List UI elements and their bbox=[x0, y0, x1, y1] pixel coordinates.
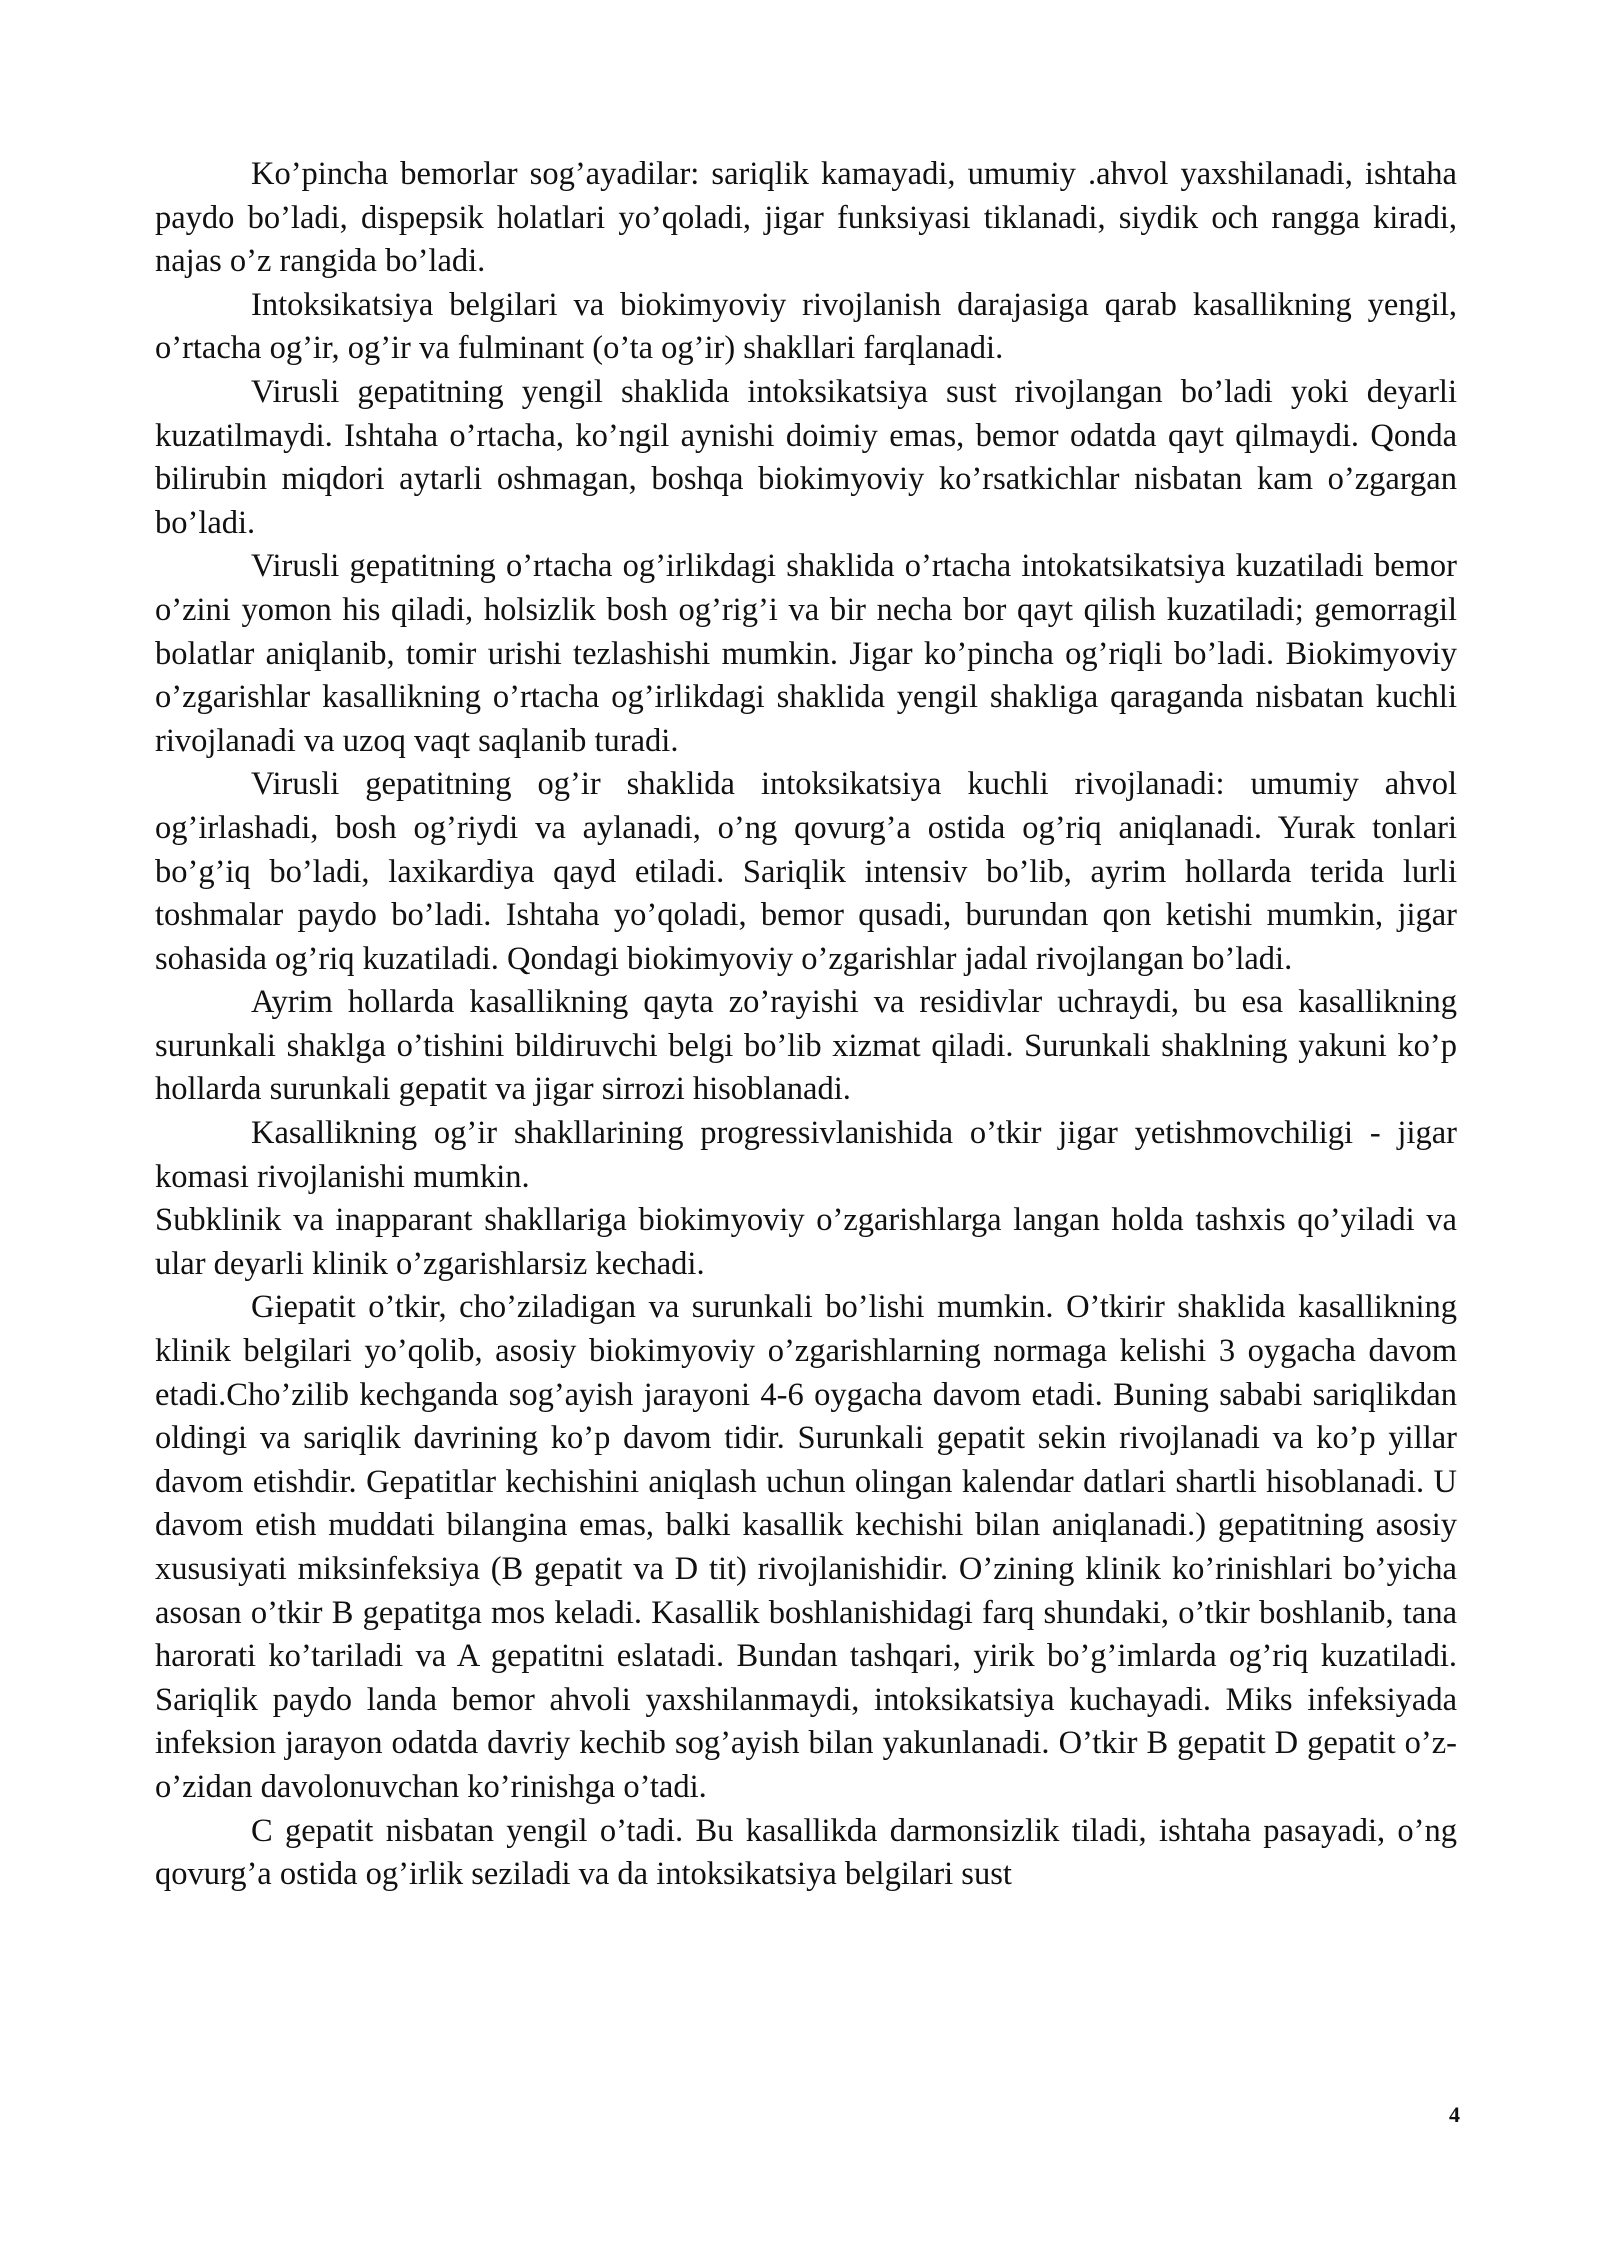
page-number: 4 bbox=[1449, 2102, 1460, 2127]
paragraph: Giepatit o’tkir, cho’ziladigan va surunkali bo’lishi mumkin. O’tkirir shaklida kasallikning klinik belgilari yo’qolib, asosiy biokimyoviy o’zgarishlarning normaga kelishi 3 oygacha davom etadi.Cho’zilib kechganda sog’ayish jarayoni 4-6 oygacha davom etadi. Buning sababi sariqlikdan oldingi va sariqlik davrining ko’p davom tidir. Surunkali gepatit sekin rivojlanadi va ko’p yillar davom etishdir. Gepatitlar kechishini aniqlash uchun olingan kalendar datlari shartli hisoblanadi. U davom etish muddati bilangina emas, balki kasallik kechishi bilan aniqlanadi.) gepatitning asosiy xususiyati miksinfeksiya (B gepatit va D tit) rivojlanishidir. O’zining klinik ko’rinishlari bo’yicha asosan o’tkir B gepatitga mos keladi. Kasallik boshlanishidagi farq shundaki, o’tkir boshlanib, tana harorati ko’tariladi va A gepatitni eslatadi. Bundan tashqari, yirik bo’g’imlarda og’riq kuzatiladi. Sariqlik paydo landa bemor ahvoli yaxshilanmaydi, intoksikatsiya kuchayadi. Miks infeksiyada infeksion jarayon odatda davriy kechib sog’ayish bilan yakunlanadi. O’tkir B gepatit D gepatit o’z-o’zidan davolonuvchan ko’rinishga o’tadi. bbox=[155, 1289, 1457, 1805]
paragraph: Kasallikning og’ir shakllarining progressivlanishida o’tkir jigar yetishmovchiligi - jigar komasi rivojlanishi mumkin. bbox=[155, 1115, 1457, 1195]
paragraph: Ayrim hollarda kasallikning qayta zo’rayishi va residivlar uchraydi, bu esa kasallikning surunkali shaklga o’tishini bildiruvchi belgi bo’lib xizmat qiladi. Surunkali shaklning yakuni ko’p hollarda surunkali gepatit va jigar sirrozi hisoblanadi. bbox=[155, 984, 1457, 1108]
paragraph: Intoksikatsiya belgilari va biokimyoviy rivojlanish darajasiga qarab kasallikning yengil, o’rtacha og’ir, og’ir va fulminant (o’ta og’ir) shakllari farqlanadi. bbox=[155, 286, 1457, 367]
paragraph: Subklinik va inapparant shakllariga biokimyoviy o’zgarishlarga langan holda tashxis qo’yiladi va ular deyarli klinik o’zgarishlarsiz kechadi. bbox=[155, 1202, 1457, 1282]
paragraph: Virusli gepatitning o’rtacha og’irlikdagi shaklida o’rtacha intokatsikatsiya kuzatiladi bemor o’zini yomon his qiladi, holsizlik bosh og’rig’i va bir necha bor qayt qilish kuzatiladi; gemorragil bolatlar aniqlanib, tomir urishi tezlashishi mumkin. Jigar ko’pincha og’riqli bo’ladi. Biokimyoviy o’zgarishlar kasallikning o’rtacha og’irlikdagi shaklida yengil shakliga qaraganda nisbatan kuchli rivojlanadi va uzoq vaqt saqlanib turadi. bbox=[155, 548, 1457, 759]
paragraph: Virusli gepatitning og’ir shaklida intoksikatsiya kuchli rivojlanadi: umumiy ahvol og’irlashadi, bosh og’riydi va aylanadi, o’ng qovurg’a ostida og’riq aniqlanadi. Yurak tonlari bo’g’iq bo’ladi, laxikardiya qayd etiladi. Sariqlik intensiv bo’lib, ayrim hollarda terida lurli toshmalar paydo bo’ladi. Ishtaha yo’qoladi, bemor qusadi, burundan qon ketishi mumkin, jigar sohasida og’riq kuzatiladi. Qondagi biokimyoviy o’zgarishlar jadal rivojlangan bo’ladi. bbox=[155, 766, 1457, 977]
paragraph: Ko’pincha bemorlar sog’ayadilar: sariqlik kamayadi, umumiy .ahvol yaxshilanadi, ishtaha paydo bo’ladi, dispepsik holatlari yo’qoladi, jigar funksiyasi tiklanadi, siydik och rangga kiradi, najas o’z rangida bo’ladi. bbox=[155, 156, 1457, 280]
paragraph: Virusli gepatitning yengil shaklida intoksikatsiya sust rivojlangan bo’ladi yoki deyarli kuzatilmaydi. Ishtaha o’rtacha, ko’ngil aynishi doimiy emas, bemor odatda qayt qilmaydi. Qonda bilirubin miqdori aytarli oshmagan, boshqa biokimyoviy ko’rsatkichlar nisbatan kam o’zgargan bo’ladi. bbox=[155, 373, 1457, 541]
document-page bbox=[155, 153, 1457, 1897]
paragraph: C gepatit nisbatan yengil o’tadi. Bu kasallikda darmonsizlik tiladi, ishtaha pasayadi, o’ng qovurg’a ostida og’irlik seziladi va da intoksikatsiya belgilari sust bbox=[155, 1812, 1457, 1893]
